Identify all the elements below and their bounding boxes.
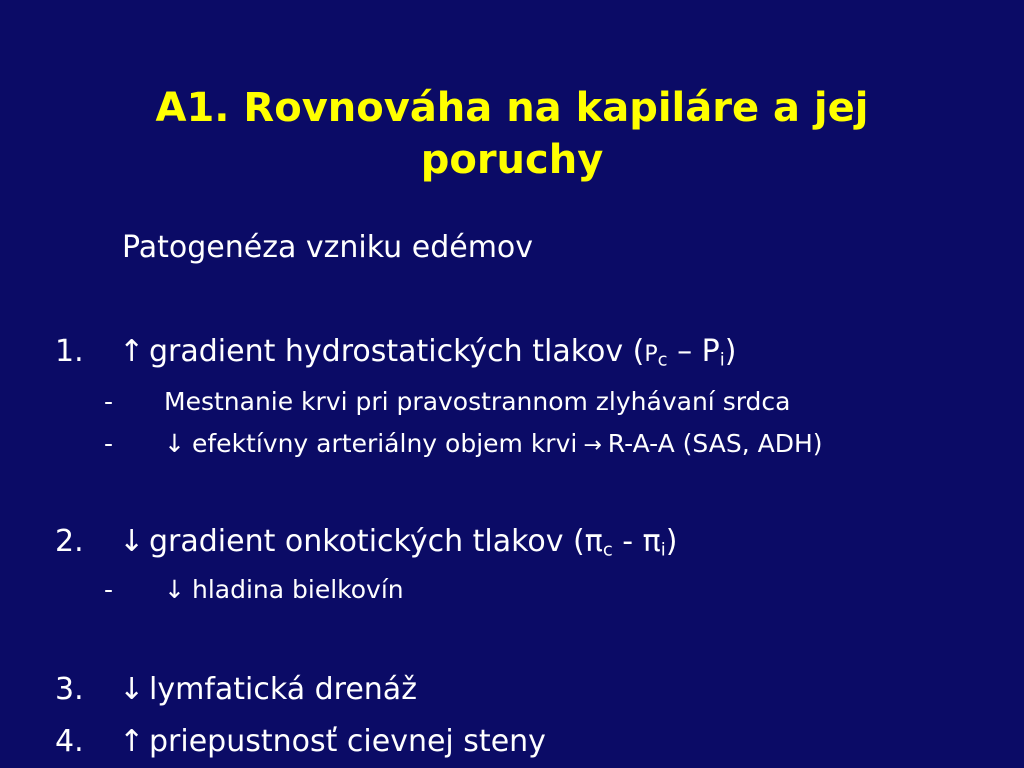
item-number: 2. — [55, 524, 84, 559]
item-number: 4. — [55, 724, 84, 759]
dash: - — [104, 429, 114, 458]
item-text: priepustnosť cievnej steny — [149, 724, 546, 759]
sub-item-text: hladina bielkovín — [192, 575, 404, 604]
closing-paren: ) — [724, 334, 737, 369]
dash: - — [104, 387, 114, 416]
subscript-c: c — [657, 349, 668, 371]
closing-paren: ) — [665, 524, 678, 559]
subscript-i: i — [719, 349, 725, 371]
arrow-down-icon: ↓ — [119, 524, 145, 559]
item-text: gradient onkotických tlakov ( — [149, 524, 585, 559]
subscript-i: i — [660, 539, 666, 561]
sub-item-text: efektívny arteriálny objem krvi — [192, 429, 578, 458]
arrow-up-icon: ↑ — [119, 334, 145, 369]
arrow-right-icon: → — [583, 433, 602, 458]
item-text: lymfatická drenáž — [149, 672, 417, 707]
symbol-pi: π — [584, 524, 603, 559]
symbol-p: P — [701, 334, 720, 369]
arrow-up-icon: ↑ — [119, 724, 145, 759]
arrow-down-icon: ↓ — [164, 429, 185, 458]
symbol-p: P — [644, 342, 658, 367]
symbol-pi: π — [642, 524, 661, 559]
separator: - — [622, 524, 634, 559]
arrow-down-icon: ↓ — [164, 575, 185, 604]
separator: – — [677, 334, 693, 369]
list-item-1 — [55, 332, 736, 375]
arrow-down-icon: ↓ — [119, 672, 145, 707]
sub-item-text: Mestnanie krvi pri pravostrannom zlyhávaní srdca — [164, 387, 791, 416]
sub-item-text-after: R-A-A (SAS, ADH) — [607, 429, 823, 458]
slide-title: A1. Rovnováha na kapiláre a jej poruchy — [155, 85, 869, 183]
subscript-c: c — [602, 539, 613, 561]
item-number: 1. — [55, 334, 84, 369]
item-text: gradient hydrostatických tlakov ( — [149, 334, 645, 369]
slide-subtitle: Patogenéza vzniku edémov — [122, 230, 534, 265]
sub-item-1-2 — [104, 427, 823, 463]
list-item-3 — [55, 670, 417, 710]
list-item-4 — [55, 722, 546, 762]
sub-item-2-1 — [104, 573, 404, 607]
dash: - — [104, 575, 114, 604]
list-item-2 — [55, 522, 677, 562]
item-number: 3. — [55, 672, 84, 707]
sub-item-1-1 — [104, 385, 791, 419]
